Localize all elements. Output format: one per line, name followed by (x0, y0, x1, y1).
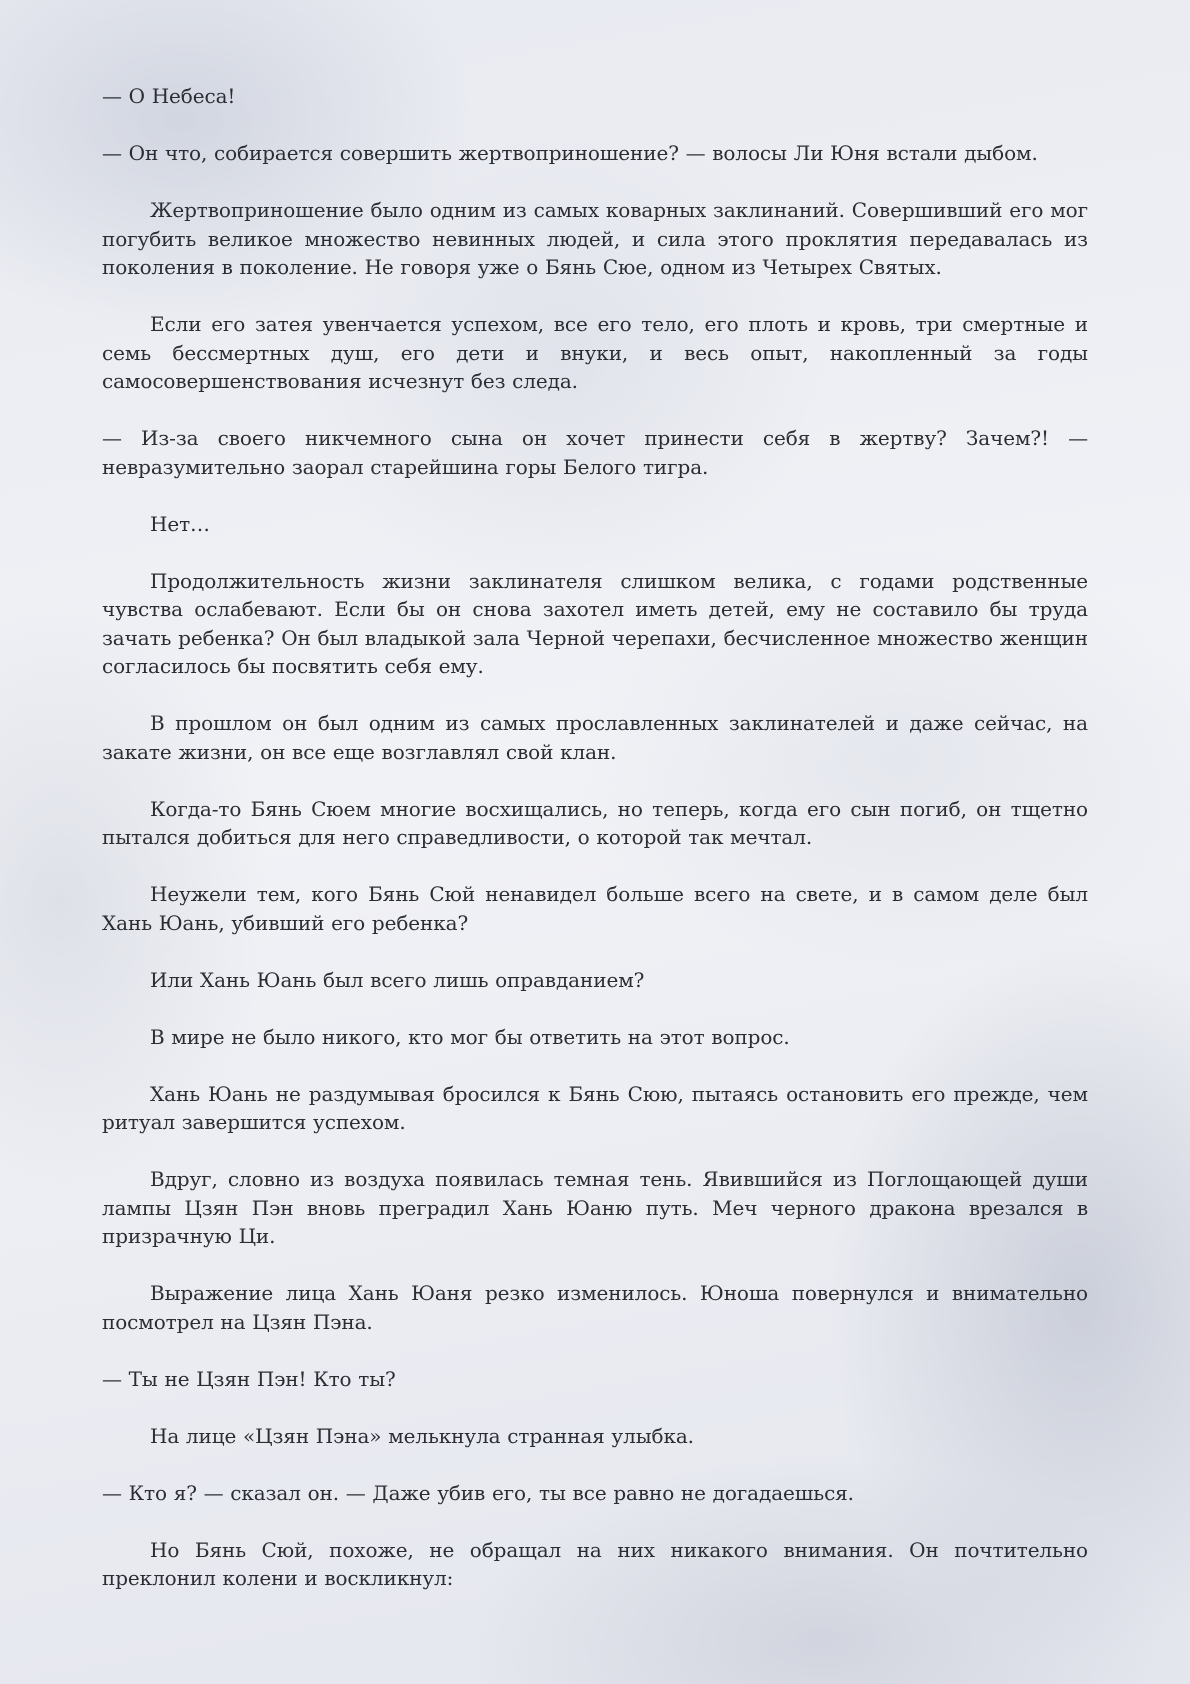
paragraph-17: На лице «Цзян Пэна» мелькнула странная улыбка. (150, 1423, 694, 1448)
paragraph-14: Вдруг, словно из воздуха появилась темная тень. Явившийся из Поглощающей души лампы Цзян Пэн вновь преградил Хань Юаню путь. Меч черного дракона врезался в призрачную Ци. (102, 1167, 1088, 1248)
paragraph-19: Но Бянь Сюй, похоже, не обращал на них никакого внимания. Он почтительно преклонил колени и воскликнул: (102, 1537, 1088, 1590)
paragraph-9: Когда-то Бянь Сюем многие восхищались, но теперь, когда его сын погиб, он тщетно пытался добиться для него справедливости, о которой так мечтал. (102, 796, 1088, 849)
paragraph-10: Неужели тем, кого Бянь Сюй ненавидел больше всего на свете, и в самом деле был Хань Юань, убивший его ребенка? (102, 882, 1088, 935)
paragraph-7: Продолжительность жизни заклинателя слишком велика, с годами родственные чувства ослабевают. Если бы он снова захотел иметь детей, ему не составило бы труда зачать ребенка? Он был владыкой зала Черной черепахи, бесчисленное множество женщин согласилось бы посвятить себя ему. (102, 568, 1088, 678)
paragraph-11: Или Хань Юань был всего лишь оправданием? (150, 967, 645, 992)
paragraph-4: Если его затея увенчается успехом, все его тело, его плоть и кровь, три смертные и семь бессмертных душ, его дети и внуки, и весь опыт, накопленный за годы самосовершенствования исчезнут без следа. (102, 312, 1088, 393)
paragraph-3: Жертвоприношение было одним из самых коварных заклинаний. Совершивший его мог погубить великое множество невинных людей, и сила этого проклятия передавалась из поколения в поколение. Не говоря уже о Бянь Сюе, одном из Четырех Святых. (102, 198, 1088, 279)
paragraph-15: Выражение лица Хань Юаня резко изменилось. Юноша повернулся и внимательно посмотрел на Цзян Пэна. (102, 1281, 1088, 1334)
paragraph-5: — Из-за своего никчемного сына он хочет принести себя в жертву? Зачем?! — невразумительно заорал старейшина горы Белого тигра. (102, 426, 1088, 479)
paragraph-2: — Он что, собирается совершить жертвоприношение? — волосы Ли Юня встали дыбом. (102, 141, 1038, 165)
paragraph-13: Хань Юань не раздумывая бросился к Бянь Сюю, пытаясь остановить его прежде, чем ритуал завершится успехом. (102, 1081, 1088, 1134)
document-body (102, 82, 1088, 1621)
paragraph-12: В мире не было никого, кто мог бы ответить на этот вопрос. (150, 1024, 790, 1049)
paragraph-6: Нет… (150, 511, 210, 536)
paragraph-8: В прошлом он был одним из самых прославленных заклинателей и даже сейчас, на закате жизни, он все еще возглавлял свой клан. (102, 711, 1088, 764)
paragraph-18: — Кто я? — сказал он. — Даже убив его, ты все равно не догадаешься. (102, 1480, 854, 1505)
paragraph-16: — Ты не Цзян Пэн! Кто ты? (102, 1366, 396, 1391)
paragraph-1: — О Небеса! (102, 84, 236, 108)
